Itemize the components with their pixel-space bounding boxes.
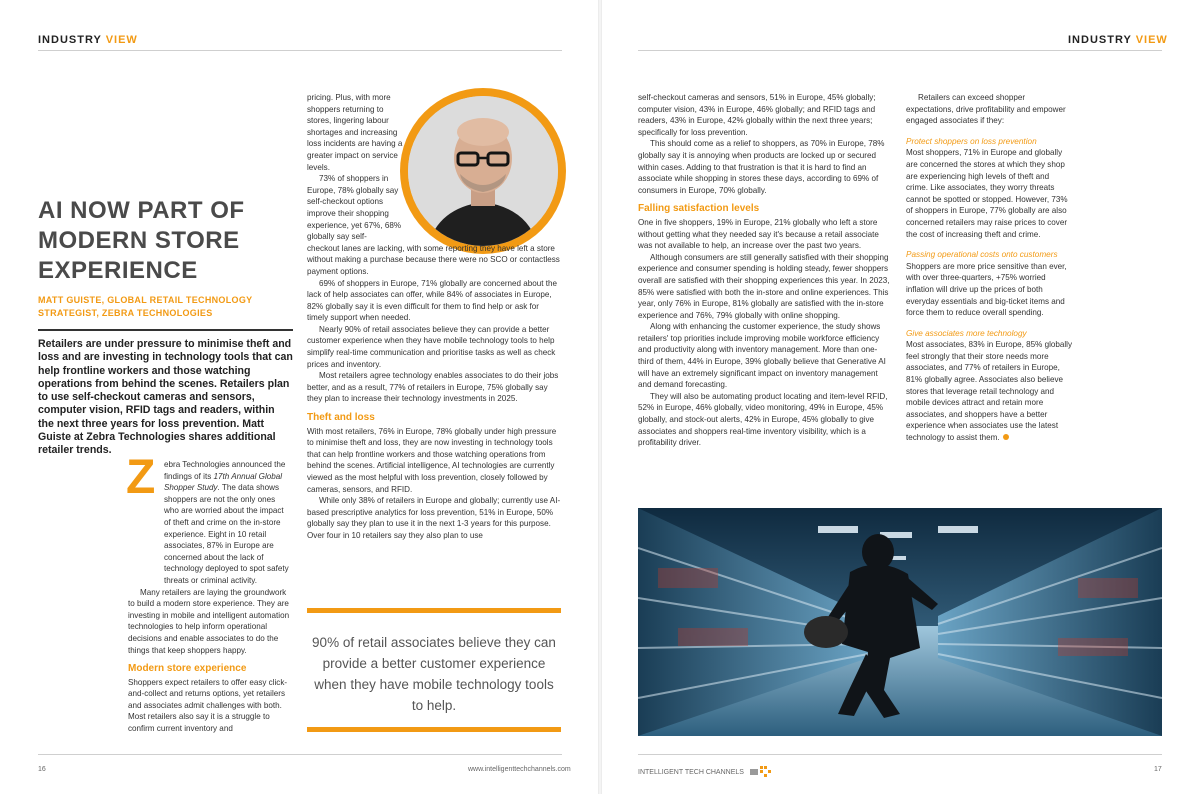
section-header-accent-word: VIEW [105, 34, 138, 46]
pullquote-top-rule [307, 608, 561, 613]
article-title: AI NOW PART OF MODERN STORE EXPERIENCE [38, 197, 245, 284]
paragraph: checkout lanes are lacking, with some reporting they have left a store without making a purchase because there were no SCO or contactless payment options. [307, 243, 560, 276]
paragraph: Shoppers expect retailers to offer easy click-and-collect and returns options, yet retailers and associates admit challenges with both. Most retailers also say it is a struggle to confirm current inventory and [128, 677, 288, 734]
paragraph: This should come as a relief to shoppers, as 70% in Europe, 78% globally say it is annoying when products are locked up or secured within cases. Adding to that frustration is that it is hard to find an associate while shopping in stores these days, according to 69% of consumers in Europe, 70% globally. [638, 139, 885, 195]
subheading-protect-shoppers: Protect shoppers on loss prevention [906, 136, 1037, 146]
paragraph: Although consumers are still generally satisfied with their shopping experience and consumer spending is holding steady, fewer shoppers overall are satisfied with their shopping experiences this year. In 2023, 85% were satisfied with both the in-store and online experiences. This year, only 76% in Europe, 81% globally are satisfied with the in-store experience and 76%, 79% globally with online shopping. [638, 252, 890, 320]
store-theft-photo [638, 508, 1162, 736]
paragraph: Shoppers are more price sensitive than ever, with over three-quarters, +75% worried inflation will drive up the prices of both everyday essentials and big-ticket items and force them to reduce overall spending. [906, 261, 1067, 318]
dropcap-box [126, 451, 166, 504]
section-header-word: INDUSTRY [38, 34, 102, 46]
body-column-2 [307, 92, 561, 542]
paragraph: 69% of shoppers in Europe, 71% globally are concerned about the lack of help associates can offer, while 84% of associates in Europe, 82% globally say it is even difficult for them to find help or ask for timely support when needed. [307, 278, 558, 323]
footer-url[interactable]: www.intelligenttechchannels.com [468, 766, 571, 773]
section-header-accent-word: VIEW [1135, 34, 1168, 46]
body-column-4 [906, 92, 1072, 444]
byline-divider [38, 329, 293, 331]
paragraph: They will also be automating product locating and item-level RFID, 52% in Europe, 46% globally, video monitoring, 49% in Europe, 45% globally, and stock-out alerts, 42% in Europe, 45% globally to give associates and shoppers real-time inventory visibility, which is a profitability driver. [638, 391, 888, 448]
left-page [0, 0, 598, 794]
pullquote-bottom-rule [307, 727, 561, 732]
pullquote: 90% of retail associates believe they can provide a better customer experience when they have mobile technology tools to help. [312, 635, 556, 713]
paragraph: One in five shoppers, 19% in Europe, 21% globally who left a store without getting what they needed say it's because a retail associate was not available to help, an increase over the past two years. [638, 217, 879, 251]
end-of-article-icon [1003, 434, 1009, 440]
article-byline: MATT GUISTE, GLOBAL RETAIL TECHNOLOGY STRATEGIST, ZEBRA TECHNOLOGIES [38, 295, 253, 318]
section-header-word: INDUSTRY [1068, 34, 1132, 46]
paragraph: While only 38% of retailers in Europe and globally; currently use AI-based prescriptive analytics for loss prevention, 51% in Europe, 50% globally say they plan to use it in the next 1-3 years for this purpose. Over four in 10 retailers say they also plan to use [307, 496, 561, 540]
footer-divider [638, 754, 1162, 755]
page-number-right: 17 [1154, 766, 1162, 773]
body-column-3 [638, 92, 890, 449]
article-intro: Retailers are under pressure to minimise theft and loss and are investing in technology tools that can help frontline workers and those watching operations from behind the scenes. Retailers plan to use self-checkout cameras and sensors, computer vision, RFID tags and readers, within the next three years for loss prevention. Matt Guiste at Zebra Technologies shares additional retailer trends. [38, 338, 293, 457]
paragraph: pricing. Plus, with more shoppers returning to stores, lingering labour shortages and increasing loss incidents are having a greater impact on service levels. [307, 93, 403, 172]
subheading-theft-loss: Theft and loss [307, 412, 375, 424]
paragraph: Along with enhancing the customer experience, the study shows retailers' top priorities include improving mobile workforce efficiency and productivity along with inventory management. More than one-third of them, 44% in Europe, 39% globally believe that Generative AI will have an extremely significant impact on inventory management and demand forecasting. [638, 322, 886, 390]
paragraph-text: ebra Technologies announced the findings of its [164, 460, 286, 481]
footer-publication [638, 766, 776, 778]
footer-divider [38, 754, 562, 755]
publication-name: INTELLIGENT TECH CHANNELS [638, 768, 744, 776]
section-header-right [1068, 34, 1168, 46]
header-divider [38, 50, 562, 51]
section-header-left [38, 34, 138, 46]
paragraph: Most shoppers, 71% in Europe and globally are concerned the stores at which they shop are experiencing high levels of theft and crime. Like associates, they worry threats cannot be spotted or stopped. However, 73% of shoppers in Europe, 77% globally are also concerned retailers may raise prices to cover the cost of increasing theft and crime. [906, 148, 1068, 239]
paragraph: self-checkout cameras and sensors, 51% in Europe, 45% globally; computer vision, 43% in Europe, 46% globally; and RFID tags and readers, 43% in Europe, 42% globally within the next three years; specifically for loss prevention. [638, 93, 876, 137]
subheading-associates-technology: Give associates more technology [906, 328, 1027, 338]
itc-logo-icon [750, 766, 776, 778]
header-divider [638, 50, 1162, 51]
paragraph: Retailers can exceed shopper expectations, drive profitability and empower engaged associates if they: [906, 93, 1066, 126]
paragraph-text: Most associates, 83% in Europe, 85% globally feel strongly that their store needs more associates, and 77% of retailers in Europe, 81% globally agree. Associates also believe stores that leverage retail technology and mobile devices attract and retain more associates, and shoppers have a better experience when associates use the latest technology to assist them. [906, 340, 1073, 443]
paragraph: Many retailers are laying the groundwork to build a modern store experience. They are investing in mobile and intelligent automation technologies to help inform operational decisions and enable associates to do the things that keep shoppers happy. [128, 587, 290, 655]
paragraph: Most retailers agree technology enables associates to do their jobs better, and as a result, 77% of retailers in Europe, 75% globally say they plan to increase their technology investments in 2025. [307, 371, 559, 404]
dropcap-letter: Z [126, 451, 156, 504]
paragraph [906, 339, 1072, 443]
subheading-modern-store: Modern store experience [128, 663, 247, 675]
study-name: 17th Annual Global Shopper Study [164, 471, 283, 493]
subheading-operational-costs: Passing operational costs onto customers [906, 250, 1058, 260]
subheading-falling-satisfaction: Falling satisfaction levels [638, 203, 760, 215]
page-number-left: 16 [38, 766, 46, 773]
paragraph: With most retailers, 76% in Europe, 78% globally under high pressure to minimise theft and loss, they are now investing in technology tools that can help frontline workers and those watching operations from behind the scenes. Artificial intelligence, AI technologies are currently viewed as the most helpful with loss prevention, closely followed by cameras, sensors, and RFID. [307, 426, 557, 494]
paragraph: 73% of shoppers in Europe, 78% globally say self-checkout options improve their shopping experience, yet 67%, 68% globally say self- [307, 174, 402, 242]
paragraph: Nearly 90% of retail associates believe they can provide a better customer experience when they have mobile technology tools to help simplify real-time communication and prioritise tasks as well as check prices and inventory. [307, 324, 556, 369]
paragraph-text: . The data shows shoppers are not the only ones who are worried about the impact of theft and crime on the in-store experience. Eight in 10 retail associates, 87% in Europe are concerned about the lack of technology deployed to spot safety threats or criminal activity. [164, 483, 289, 585]
